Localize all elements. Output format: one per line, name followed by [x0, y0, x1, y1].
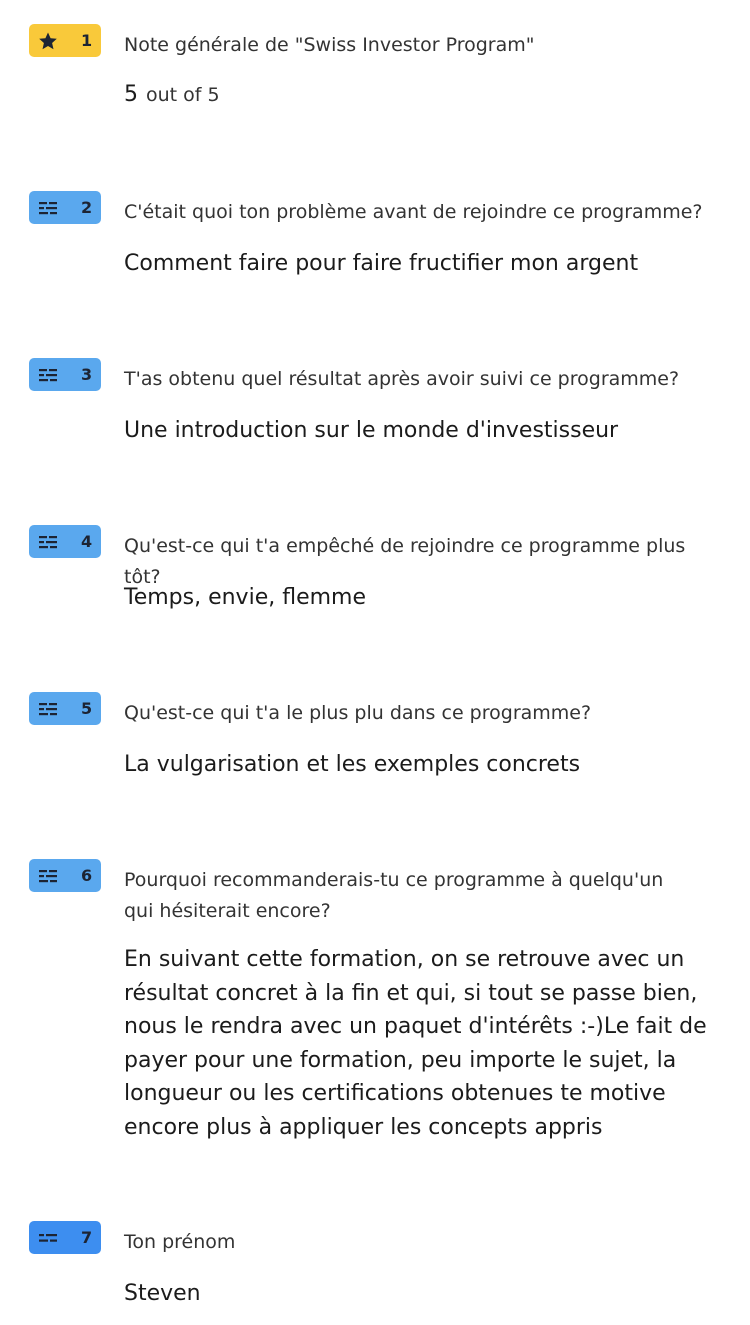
- question-number: 3: [81, 365, 93, 384]
- question-number: 5: [81, 699, 93, 718]
- question-number: 1: [81, 31, 93, 50]
- question-title: Qu'est-ce qui t'a empêché de rejoindre ce programme plus tôt?: [124, 535, 686, 588]
- long-text-icon: [38, 532, 58, 552]
- question-type-badge: [29, 191, 101, 224]
- question-type-badge: [29, 859, 101, 892]
- answer-text: Comment faire pour faire fructifier mon argent: [124, 251, 639, 276]
- long-text-icon: [38, 198, 58, 218]
- question-title: Note générale de "Swiss Investor Program": [124, 34, 535, 56]
- question-number: 6: [81, 866, 93, 885]
- star-icon: [38, 31, 58, 51]
- answer-text: En suivant cette formation, on se retrouve avec un résultat concret à la fin et qui, si tout se passe bien, nous le rendra avec un paquet d'intérêts :-)Le fait de payer pour une formation, peu importe le sujet, la longueur ou les certifications obtenues te motive encore plus à appliquer les concepts appris: [124, 947, 707, 1140]
- rating-answer: [124, 82, 220, 107]
- question-type-badge: [29, 525, 101, 558]
- long-text-icon: [38, 866, 58, 886]
- question-type-badge: [29, 358, 101, 391]
- question-number: 2: [81, 198, 93, 217]
- answer-text: La vulgarisation et les exemples concrets: [124, 752, 581, 777]
- question-title: Ton prénom: [124, 1231, 236, 1253]
- question-type-badge: [29, 692, 101, 725]
- question-type-badge: [29, 24, 101, 57]
- rating-value: 5: [124, 82, 138, 107]
- answer-text: Temps, envie, flemme: [124, 585, 366, 610]
- rating-suffix: out of 5: [146, 84, 220, 106]
- answer-text: Steven: [124, 1281, 201, 1306]
- long-text-icon: [38, 365, 58, 385]
- question-title: Pourquoi recommanderais-tu ce programme à quelqu'un qui hésiterait encore?: [124, 869, 664, 922]
- question-number: 7: [81, 1228, 93, 1247]
- question-title: C'était quoi ton problème avant de rejoindre ce programme?: [124, 201, 703, 223]
- short-text-icon: [38, 1228, 58, 1248]
- question-title: T'as obtenu quel résultat après avoir suivi ce programme?: [124, 368, 680, 390]
- question-title: Qu'est-ce qui t'a le plus plu dans ce programme?: [124, 702, 592, 724]
- answer-text: Une introduction sur le monde d'investisseur: [124, 418, 619, 443]
- question-number: 4: [81, 532, 93, 551]
- long-text-icon: [38, 699, 58, 719]
- question-type-badge: [29, 1221, 101, 1254]
